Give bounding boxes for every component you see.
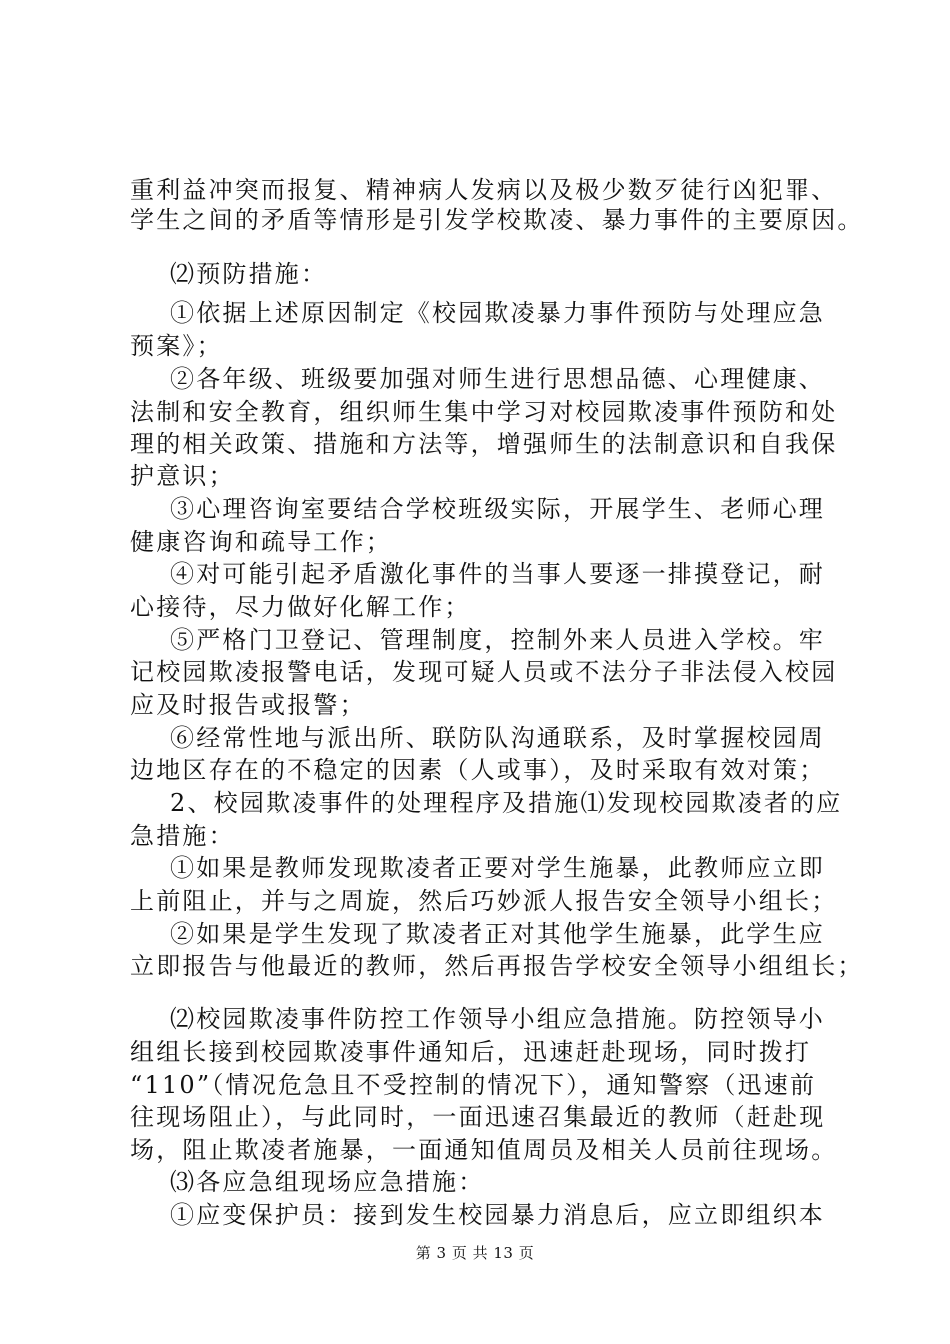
text-line-6: ②各年级、班级要加强对师生进行思想品德、心理健康、 bbox=[170, 365, 825, 393]
text-line-3: ⑵预防措施： bbox=[170, 260, 328, 288]
text-line-9: 护意识； bbox=[130, 462, 235, 490]
text-line-5: 预案》； bbox=[130, 332, 223, 360]
text-line-16: 应及时报告或报警； bbox=[130, 691, 366, 719]
page-number-footer: 第 3 页 共 13 页 bbox=[415, 1244, 535, 1262]
text-line-11: 健康咨询和疏导工作； bbox=[130, 528, 392, 556]
text-line-21: ①如果是教师发现欺凌者正要对学生施暴，此教师应立即 bbox=[170, 854, 825, 882]
text-line-22: 上前阻止，并与之周旋，然后巧妙派人报告安全领导小组长； bbox=[130, 887, 838, 915]
text-line-29: 场，阻止欺凌者施暴，一面通知值周员及相关人员前往现场。 bbox=[130, 1136, 838, 1164]
text-line-17: ⑥经常性地与派出所、联防队沟通联系，及时掌握校园周 bbox=[170, 724, 825, 752]
text-line-8: 理的相关政策、措施和方法等，增强师生的法制意识和自我保 bbox=[130, 430, 838, 458]
text-line-7: 法制和安全教育，组织师生集中学习对校园欺凌事件预防和处 bbox=[130, 398, 838, 426]
text-line-15: 记校园欺凌报警电话，发现可疑人员或不法分子非法侵入校园 bbox=[130, 658, 838, 686]
text-line-30: ⑶各应急组现场应急措施： bbox=[170, 1168, 485, 1196]
text-line-26: 组组长接到校园欺凌事件通知后，迅速赶赴现场，同时拨打 bbox=[130, 1038, 812, 1066]
text-line-4: ①依据上述原因制定《校园欺凌暴力事件预防与处理应急 bbox=[170, 299, 825, 327]
text-line-19: 2、校园欺凌事件的处理程序及措施⑴发现校园欺凌者的应 bbox=[170, 789, 843, 817]
text-line-13: 心接待，尽力做好化解工作； bbox=[130, 593, 471, 621]
text-line-23: ②如果是学生发现了欺凌者正对其他学生施暴，此学生应 bbox=[170, 920, 825, 948]
text-line-18: 边地区存在的不稳定的因素（人或事），及时采取有效对策； bbox=[130, 756, 826, 784]
text-line-2: 学生之间的矛盾等情形是引发学校欺凌、暴力事件的主要原因。 bbox=[130, 206, 864, 234]
text-line-10: ③心理咨询室要结合学校班级实际，开展学生、老师心理 bbox=[170, 495, 825, 523]
text-line-14: ⑤严格门卫登记、管理制度，控制外来人员进入学校。牢 bbox=[170, 626, 825, 654]
text-line-20: 急措施： bbox=[130, 822, 235, 850]
text-line-31: ①应变保护员：接到发生校园暴力消息后，应立即组织本 bbox=[170, 1201, 825, 1229]
text-line-27: “110”（情况危急且不受控制的情况下），通知警察（迅速前 bbox=[130, 1071, 817, 1099]
text-line-25: ⑵校园欺凌事件防控工作领导小组应急措施。防控领导小 bbox=[170, 1005, 825, 1033]
text-line-12: ④对可能引起矛盾激化事件的当事人要逐一排摸登记，耐 bbox=[170, 560, 825, 588]
text-line-1: 重利益冲突而报复、精神病人发病以及极少数歹徒行凶犯罪、 bbox=[130, 176, 838, 204]
text-line-28: 往现场阻止），与此同时，一面迅速召集最近的教师（赶赴现 bbox=[130, 1103, 826, 1131]
text-line-24: 立即报告与他最近的教师，然后再报告学校安全领导小组组长； bbox=[130, 952, 864, 980]
